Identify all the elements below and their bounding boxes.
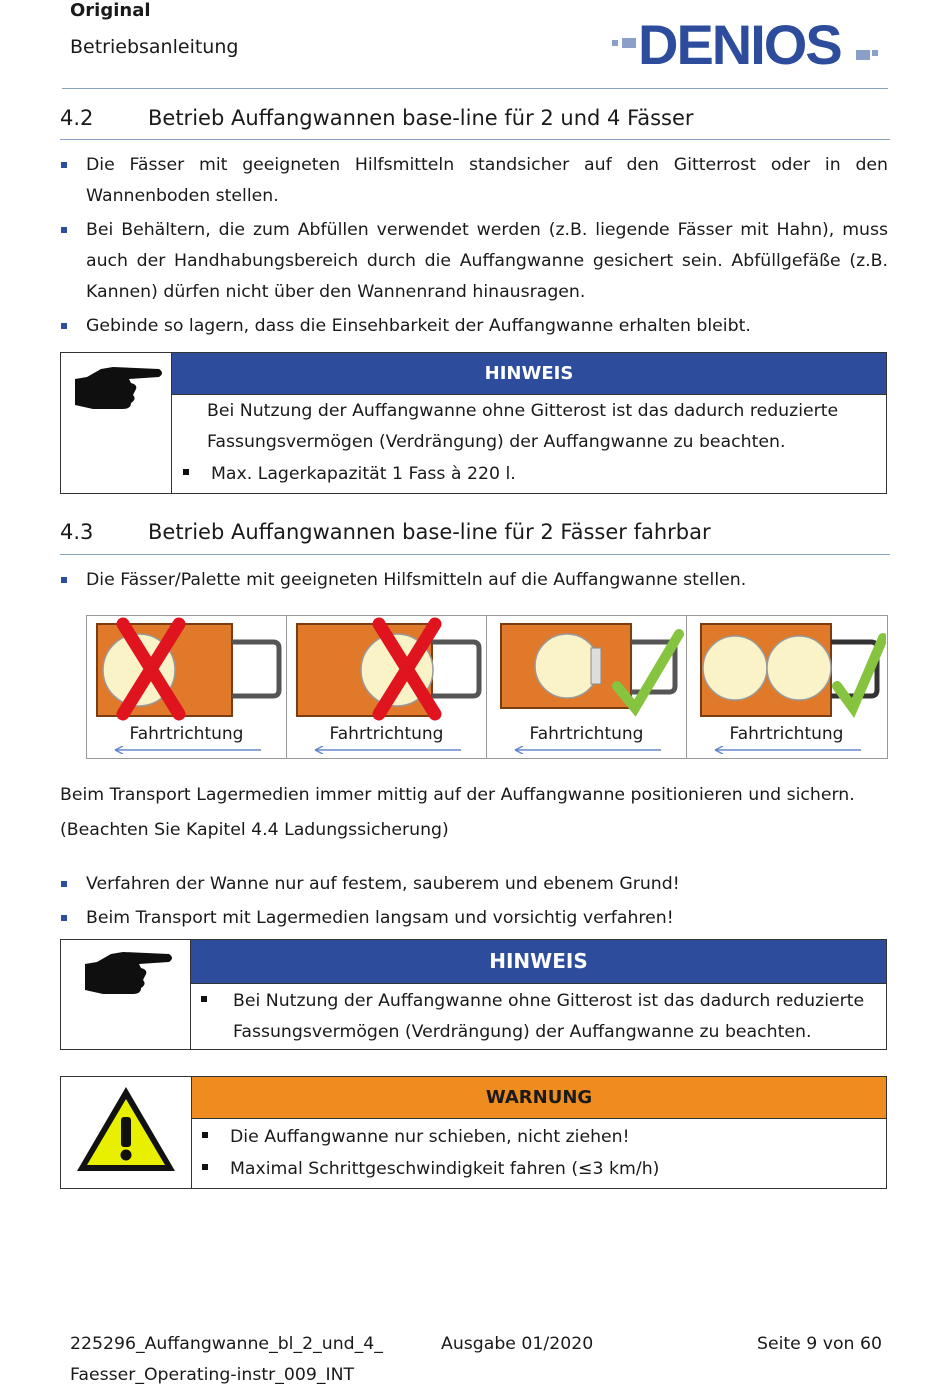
direction-label: Fahrtrichtung	[529, 724, 644, 744]
bullet-marker	[183, 469, 189, 475]
drum-layout-image	[487, 616, 686, 726]
direction-arrow-icon	[113, 746, 263, 754]
gallery-cell	[687, 616, 886, 758]
notice-title: HINWEIS	[172, 353, 886, 395]
section-rule	[60, 139, 890, 140]
warning-icon-cell	[61, 1077, 192, 1188]
list-item: Beim Transport mit Lagermedien langsam und vorsichtig verfahren!	[60, 903, 888, 934]
section-4-3-heading	[60, 520, 711, 544]
warning-item	[202, 1122, 862, 1153]
direction-arrow-icon	[513, 746, 663, 754]
direction-label: Fahrtrichtung	[729, 724, 844, 744]
bullet-marker	[201, 996, 207, 1002]
chapter-reference: (Beachten Sie Kapitel 4.4 Ladungssicherung)	[60, 820, 449, 840]
direction-label: Fahrtrichtung	[329, 724, 444, 744]
section-rule	[60, 554, 890, 555]
direction-label: Fahrtrichtung	[129, 724, 244, 744]
header-original: Original	[70, 0, 151, 21]
warning-title: WARNUNG	[192, 1077, 886, 1119]
section-4-2-bullets	[60, 150, 888, 345]
section-number: 4.3	[60, 520, 94, 544]
header-subtitle: Betriebsanleitung	[70, 36, 239, 58]
pointing-hand-icon	[83, 944, 173, 998]
footer-doc-id-line1: 225296_Auffangwanne_bl_2_und_4_	[70, 1334, 383, 1354]
logo-text: DENIOS	[638, 14, 841, 70]
direction-arrow-icon	[713, 746, 863, 754]
warning-item-text: Die Auffangwanne nur schieben, nicht ziehen!	[230, 1127, 630, 1147]
notice-icon-cell	[61, 353, 172, 493]
bullet-marker	[202, 1132, 208, 1138]
warning-triangle-icon	[73, 1083, 179, 1177]
list-item: Bei Behältern, die zum Abfüllen verwendet werden (z.B. liegende Fässer mit Hahn), muss auch der Handhabungsbereich durch die Auffangwanne gesichert sein. Abfüllgefäße (z.B. Kannen) dürfen nicht über den Wannenrand hinausragen.	[60, 215, 888, 308]
section-title: Betrieb Auffangwannen base-line für 2 und 4 Fässer	[148, 106, 694, 130]
warning-item-text: Maximal Schrittgeschwindigkeit fahren (≤3 km/h)	[230, 1159, 660, 1179]
section-4-2-heading	[60, 106, 694, 130]
drum-placement-gallery	[86, 615, 888, 759]
notice-box	[60, 939, 887, 1050]
notice-icon-cell	[61, 940, 191, 1049]
drum-layout-image	[87, 616, 286, 726]
drum-layout-image	[287, 616, 486, 726]
warning-item	[202, 1154, 862, 1185]
section-title: Betrieb Auffangwannen base-line für 2 Fässer fahrbar	[148, 520, 711, 544]
notice-bullet-text: Max. Lagerkapazität 1 Fass à 220 l.	[211, 464, 516, 484]
list-item: Die Fässer mit geeigneten Hilfsmitteln standsicher auf den Gitterrost oder in den Wannenboden stellen.	[60, 150, 888, 212]
list-item: Verfahren der Wanne nur auf festem, sauberem und ebenem Grund!	[60, 869, 888, 900]
pointing-hand-icon	[73, 359, 163, 413]
footer-edition: Ausgabe 01/2020	[441, 1334, 594, 1354]
notice-text: Bei Nutzung der Auffangwanne ohne Gitterost ist das dadurch reduzierte Fassungsvermögen (Verdrängung) der Auffangwanne zu beachten.	[207, 401, 839, 452]
transport-bullets	[60, 869, 888, 937]
direction-arrow-icon	[313, 746, 463, 754]
footer-doc-id-line2: Faesser_Operating-instr_009_INT	[70, 1365, 355, 1385]
notice-bullet	[183, 459, 843, 490]
notice-text: Bei Nutzung der Auffangwanne ohne Gitterost ist das dadurch reduzierte Fassungsvermögen (Verdrängung) der Auffangwanne zu beachten.	[233, 991, 865, 1042]
warning-box	[60, 1076, 887, 1189]
list-item: Die Fässer/Palette mit geeigneten Hilfsmitteln auf die Auffangwanne stellen.	[60, 565, 888, 596]
gallery-cell	[87, 616, 287, 758]
bullet-marker	[202, 1164, 208, 1170]
gallery-cell	[287, 616, 487, 758]
drum-layout-image	[687, 616, 886, 726]
section-number: 4.2	[60, 106, 94, 130]
header-divider	[62, 88, 888, 89]
section-4-3-bullets	[60, 565, 888, 599]
transport-paragraph: Beim Transport Lagermedien immer mittig auf der Auffangwanne positionieren und sichern.	[60, 785, 855, 805]
gallery-cell	[487, 616, 687, 758]
notice-box	[60, 352, 887, 494]
notice-title: HINWEIS	[191, 940, 886, 984]
list-item: Gebinde so lagern, dass die Einsehbarkeit der Auffangwanne erhalten bleibt.	[60, 311, 888, 342]
footer-page-number: Seite 9 von 60	[756, 1334, 882, 1354]
denios-logo	[612, 14, 882, 70]
